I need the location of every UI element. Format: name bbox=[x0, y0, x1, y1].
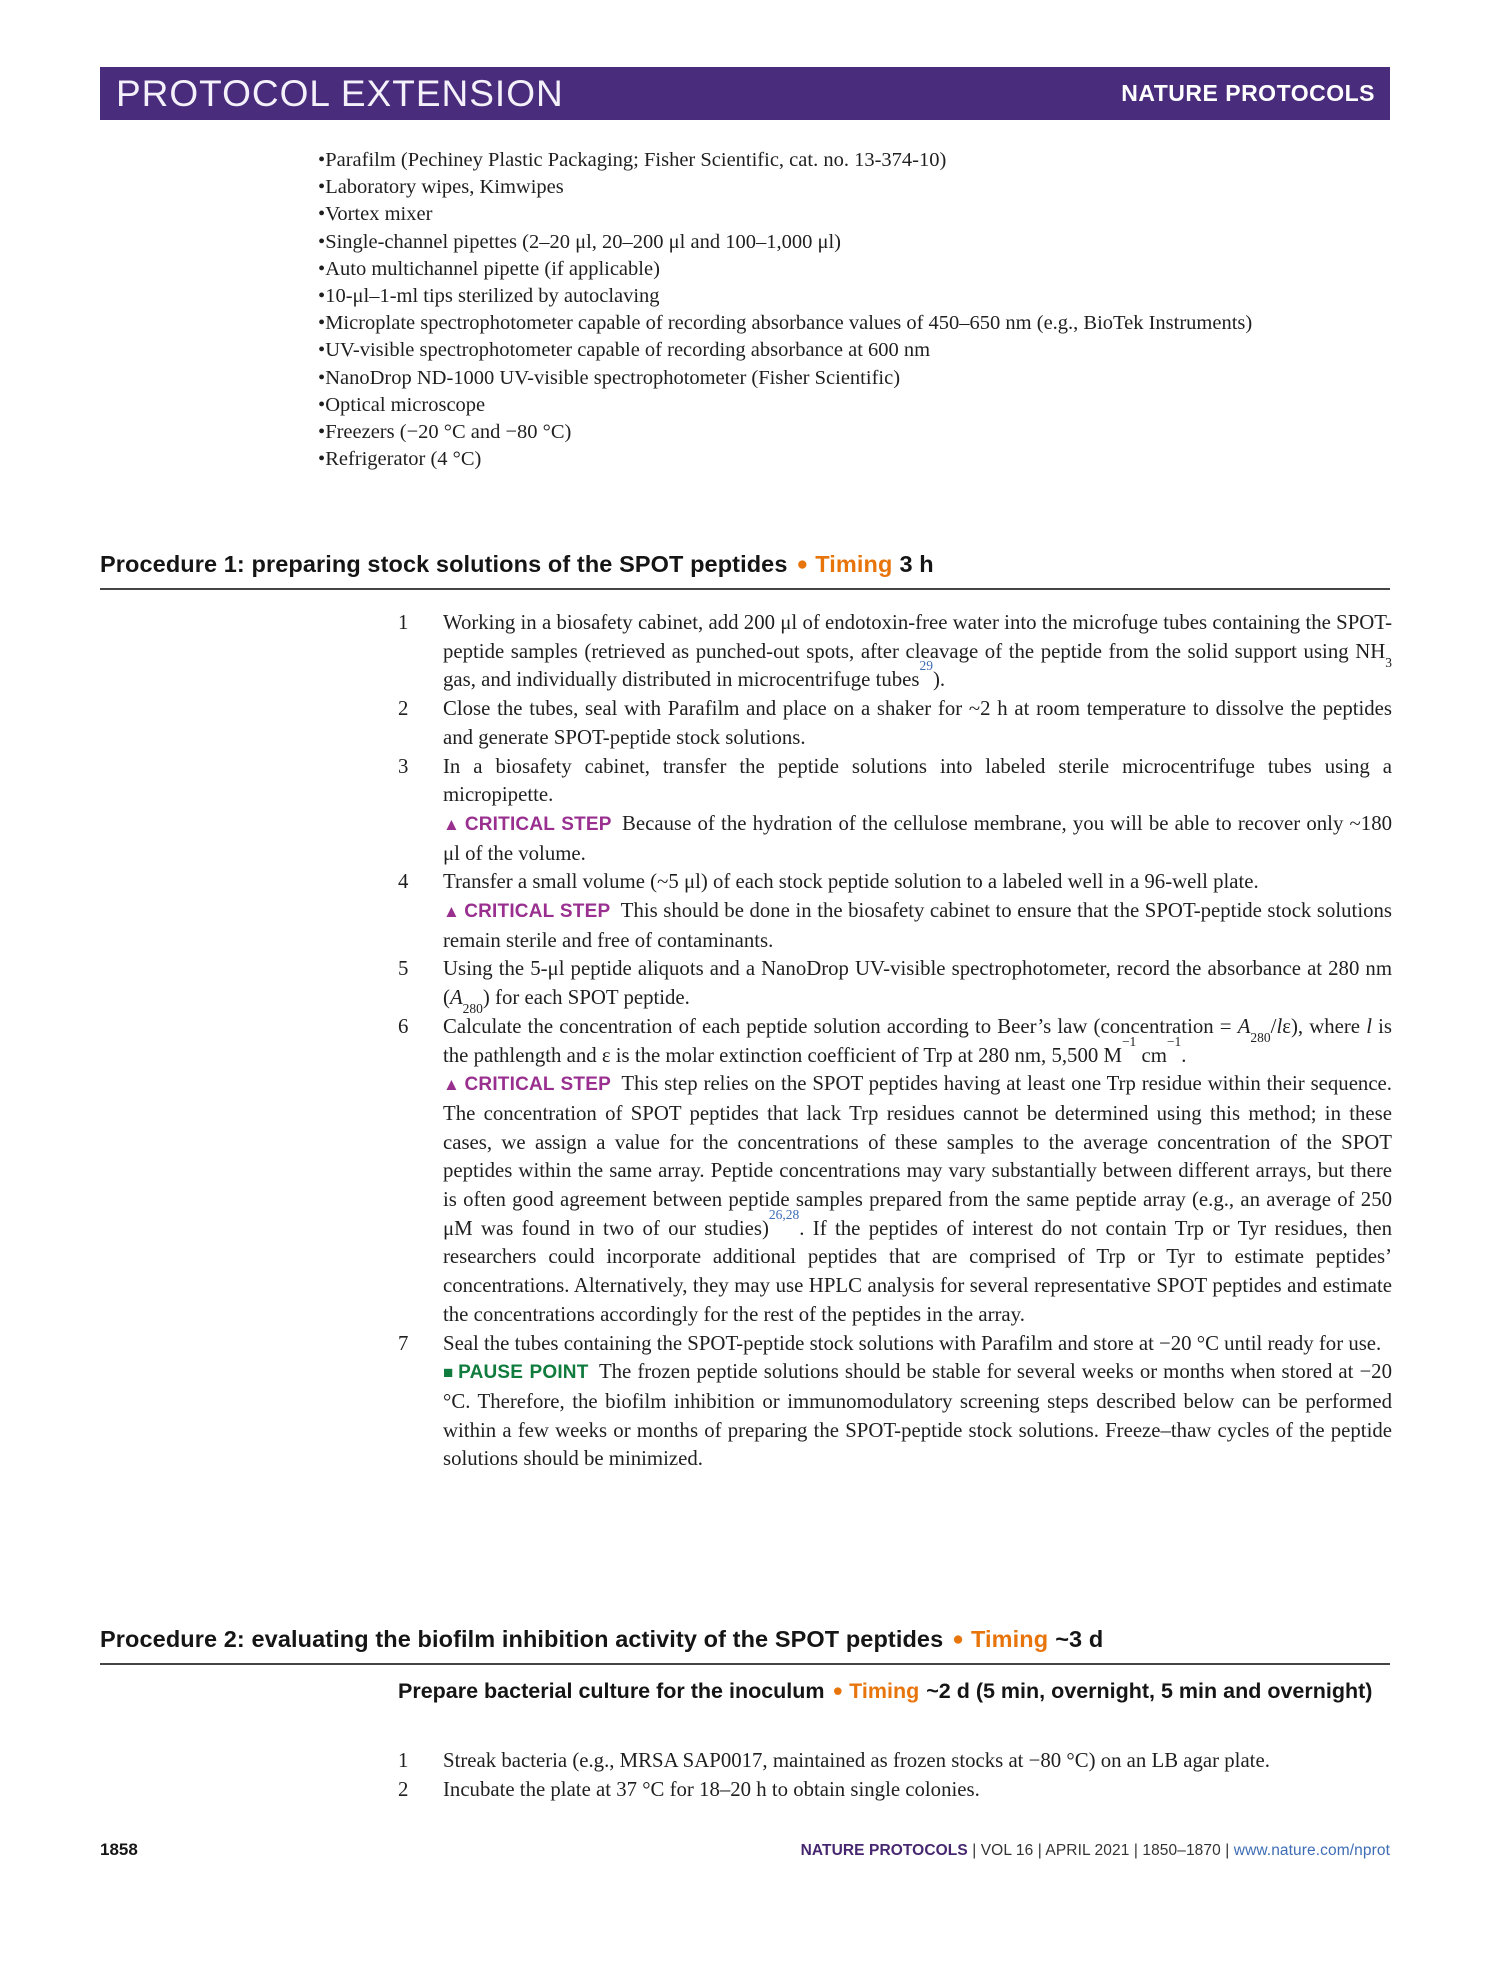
step-text: Calculate the concentration of each peptide solution according to Beer’s law (concentration = $A_{280}/l\varepsilon$), where l is the pathlength and ε is the molar extinction coefficient of Trp at 280 nm, 5,500 $M^{-1}$ $cm^{-1}$. bbox=[443, 1014, 1392, 1067]
step-number: 4 bbox=[398, 870, 409, 894]
step-number: 2 bbox=[398, 697, 409, 721]
subsection-heading bbox=[398, 1674, 1392, 1708]
step-body bbox=[443, 695, 1392, 752]
material-item: • Vortex mixer bbox=[318, 201, 1392, 228]
step-text: Seal the tubes containing the SPOT-peptide stock solutions with Parafilm and store at −20 °C until ready for use. bbox=[443, 1331, 1382, 1355]
procedure-step bbox=[398, 1747, 1392, 1776]
step-text: Using the 5-μl peptide aliquots and a NanoDrop UV-visible spectrophotometer, record the absorbance at 280 nm $(A_{280})$ for each SPOT peptide. bbox=[443, 957, 1392, 1017]
procedure-step bbox=[398, 695, 1392, 752]
material-item: • Optical microscope bbox=[318, 392, 1392, 419]
material-item: • Microplate spectrophotometer capable of recording absorbance values of 450–650 nm (e.g., BioTek Instruments) bbox=[318, 310, 1392, 337]
critical-step-note: ▲ CRITICAL STEP This step relies on the SPOT peptides having at least one Trp residue within their sequence. The concentration of SPOT peptides that lack Trp residues cannot be determined using this method; in these cases, we assign a value for the concentrations of these samples to the average concentration of the SPOT peptides within the same array. Peptide concentrations may vary substantially between different arrays, but there is often good agreement between peptide samples prepared from the same peptide array (e.g., an average of 250 μM was found in two of our studies)$^{26,28}$. If the peptides of interest do not contain Trp or Tyr residues, then researchers could incorporate additional peptides that are comprised of Trp or Tyr to estimate peptides’ concentrations. Alternatively, they may use HPLC analysis for several representative SPOT peptides and estimate the concentrations accordingly for the rest of the peptides in the array. bbox=[443, 1072, 1392, 1326]
material-item: • Auto multichannel pipette (if applicable) bbox=[318, 256, 1392, 283]
procedure-step bbox=[398, 753, 1392, 869]
subsection-title: Prepare bacterial culture for the inoculum bbox=[398, 1679, 825, 1703]
note-label: PAUSE POINT bbox=[458, 1362, 589, 1384]
step-body bbox=[443, 955, 1392, 1017]
step-text: In a biosafety cabinet, transfer the peptide solutions into labeled sterile microcentrifuge tubes using a micropipette. bbox=[443, 754, 1392, 807]
procedure-2-steps bbox=[398, 1747, 1392, 1804]
footer-url-link[interactable]: www.nature.com/nprot bbox=[1233, 1842, 1390, 1859]
pause-square-icon: ■ bbox=[443, 1363, 455, 1383]
step-number: 3 bbox=[398, 754, 409, 778]
procedure-step bbox=[398, 1776, 1392, 1805]
note-label: CRITICAL STEP bbox=[464, 1074, 611, 1096]
step-body bbox=[443, 1747, 1392, 1776]
procedure-step bbox=[398, 1013, 1392, 1330]
timing-dot-icon: ● bbox=[832, 1680, 844, 1700]
material-item: • Freezers (−20 °C and −80 °C) bbox=[318, 419, 1392, 446]
banner-title: PROTOCOL EXTENSION bbox=[116, 72, 564, 114]
superscript: −1 bbox=[1121, 1033, 1137, 1049]
subscript: 3 bbox=[1385, 654, 1392, 670]
subscript: 280 bbox=[462, 1001, 483, 1017]
step-body bbox=[443, 868, 1392, 955]
note-label: CRITICAL STEP bbox=[464, 901, 611, 923]
procedure-1-steps bbox=[398, 609, 1392, 1474]
footer-journal: NATURE PROTOCOLS bbox=[800, 1842, 968, 1859]
procedure-2-heading bbox=[100, 1626, 1390, 1665]
pause-point-note: ■ PAUSE POINT The frozen peptide solutions should be stable for several weeks or months when stored at −20 °C. Therefore, the biofilm inhibition or immunomodulatory screening steps described below can be performed within a few weeks or months of preparing the SPOT-peptide stock solutions. Freeze–thaw cycles of the peptide solutions should be minimized. bbox=[443, 1360, 1392, 1471]
step-body bbox=[443, 1330, 1392, 1475]
material-item: • Parafilm (Pechiney Plastic Packaging; Fisher Scientific, cat. no. 13-374-10) bbox=[318, 147, 1392, 174]
critical-triangle-icon: ▲ bbox=[443, 902, 461, 922]
timing-value: ~2 d (5 min, overnight, 5 min and overnight) bbox=[926, 1679, 1373, 1703]
procedure-1-title: Procedure 1: preparing stock solutions of the SPOT peptides bbox=[100, 551, 788, 577]
timing-label: Timing bbox=[971, 1626, 1049, 1652]
timing-value: ~3 d bbox=[1055, 1626, 1104, 1652]
procedure-1-heading bbox=[100, 551, 1390, 590]
critical-triangle-icon: ▲ bbox=[443, 814, 461, 834]
timing-label: Timing bbox=[815, 551, 893, 577]
step-number: 1 bbox=[398, 611, 409, 634]
page-footer bbox=[100, 1840, 1390, 1860]
material-item: • UV-visible spectrophotometer capable of recording absorbance at 600 nm bbox=[318, 337, 1392, 364]
timing-dot-icon: ● bbox=[796, 554, 809, 575]
footer-citation bbox=[801, 1842, 1390, 1860]
procedure-step bbox=[398, 868, 1392, 955]
banner-journal: NATURE PROTOCOLS bbox=[1121, 80, 1375, 106]
italic-symbol: l bbox=[1366, 1014, 1372, 1038]
reference-link[interactable]: 26,28 bbox=[768, 1206, 800, 1222]
material-item: • Single-channel pipettes (2–20 μl, 20–200 μl and 100–1,000 μl) bbox=[318, 229, 1392, 256]
critical-step-note: ▲ CRITICAL STEP Because of the hydration of the cellulose membrane, you will be able to recover only ~180 μl of the volume. bbox=[443, 811, 1392, 865]
step-text: Incubate the plate at 37 °C for 18–20 h to obtain single colonies. bbox=[443, 1777, 980, 1801]
step-text: Close the tubes, seal with Parafilm and place on a shaker for ~2 h at room temperature to dissolve the peptides and generate SPOT-peptide stock solutions. bbox=[443, 697, 1392, 749]
step-number: 7 bbox=[398, 1331, 409, 1355]
step-number: 1 bbox=[398, 1749, 409, 1772]
step-body bbox=[443, 609, 1392, 695]
header-banner bbox=[100, 67, 1390, 120]
subscript: 280 bbox=[1250, 1030, 1271, 1045]
reference-link[interactable]: 29 bbox=[919, 658, 933, 674]
timing-value: 3 h bbox=[899, 551, 934, 577]
step-body bbox=[443, 1013, 1392, 1330]
critical-step-note: ▲ CRITICAL STEP This should be done in the biosafety cabinet to ensure that the SPOT-peptide stock solutions remain sterile and free of contaminants. bbox=[443, 899, 1392, 952]
note-label: CRITICAL STEP bbox=[464, 813, 612, 835]
procedure-step bbox=[398, 609, 1392, 695]
step-text: Streak bacteria (e.g., MRSA SAP0017, maintained as frozen stocks at −80 °C) on an LB agar plate. bbox=[443, 1749, 1270, 1772]
footer-volume-info: | VOL 16 | APRIL 2021 | 1850–1870 | bbox=[967, 1842, 1234, 1859]
step-text: Working in a biosafety cabinet, add 200 μl of endotoxin-free water into the microfuge tubes containing the SPOT-peptide samples (retrieved as punched-out spots, after cleavage of the peptide from the solid support using $NH_3$ gas, and individually distributed in microcentrifuge tubes$^{29}$). bbox=[443, 611, 1392, 692]
step-number: 5 bbox=[398, 957, 409, 981]
step-text: Transfer a small volume (~5 μl) of each stock peptide solution to a labeled well in a 96-well plate. bbox=[443, 870, 1259, 894]
material-item: • 10-μl–1-ml tips sterilized by autoclaving bbox=[318, 283, 1392, 310]
timing-dot-icon: ● bbox=[952, 1629, 965, 1650]
procedure-step bbox=[398, 955, 1392, 1017]
italic-symbol: A bbox=[1237, 1014, 1251, 1038]
superscript: −1 bbox=[1166, 1033, 1182, 1049]
materials-list bbox=[318, 147, 1392, 473]
procedure-2-title: Procedure 2: evaluating the biofilm inhibition activity of the SPOT peptides bbox=[100, 1626, 944, 1652]
timing-label: Timing bbox=[849, 1679, 920, 1703]
italic-symbol: A bbox=[449, 986, 463, 1010]
material-item: • Laboratory wipes, Kimwipes bbox=[318, 174, 1392, 201]
material-item: • Refrigerator (4 °C) bbox=[318, 446, 1392, 473]
step-number: 2 bbox=[398, 1777, 409, 1801]
italic-symbol: l bbox=[1276, 1014, 1283, 1038]
critical-triangle-icon: ▲ bbox=[443, 1075, 461, 1095]
step-body bbox=[443, 1776, 1392, 1805]
material-item: • NanoDrop ND-1000 UV-visible spectrophotometer (Fisher Scientific) bbox=[318, 365, 1392, 392]
page-number: 1858 bbox=[100, 1840, 138, 1859]
procedure-step bbox=[398, 1330, 1392, 1475]
step-body bbox=[443, 753, 1392, 869]
step-number: 6 bbox=[398, 1014, 409, 1038]
